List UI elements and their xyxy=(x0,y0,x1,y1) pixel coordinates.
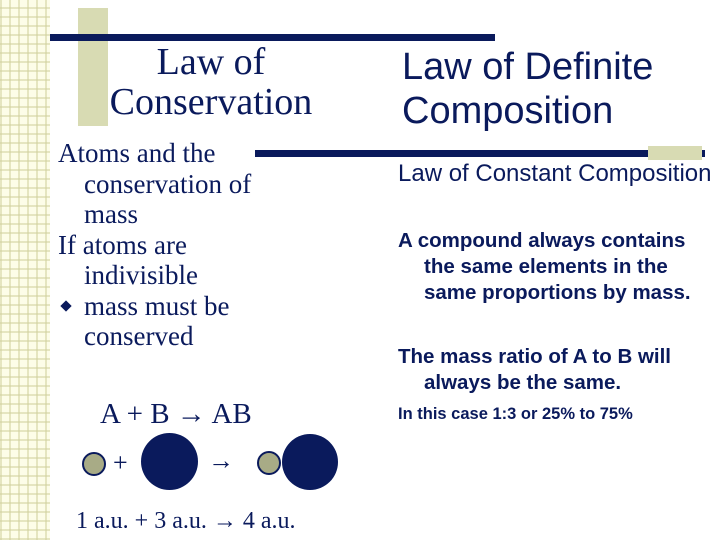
left-bullet xyxy=(58,291,298,352)
plus-sign: + xyxy=(113,448,128,477)
top-rule xyxy=(50,34,495,41)
middle-rule xyxy=(255,150,705,157)
left-title: Law of Conservation xyxy=(109,41,313,123)
arrow-icon: → xyxy=(208,446,234,475)
atom-b-circle xyxy=(141,433,198,490)
left-line-conservation: Atoms and the conservation of mass xyxy=(58,138,252,229)
right-example: In this case 1:3 or 25% to 75% xyxy=(398,405,633,423)
checkered-strip xyxy=(0,0,50,540)
left-line-indivisible: If atoms are indivisible xyxy=(58,229,198,290)
right-heading: Law of Constant Composition xyxy=(398,160,712,187)
left-body xyxy=(58,138,298,352)
right-definition: A compound always contains the same elements in the same proportions by mass. xyxy=(398,229,691,304)
accent-block-right xyxy=(648,146,702,160)
product-atom-b-circle xyxy=(282,434,338,490)
atom-a-circle xyxy=(82,452,106,476)
left-line-mass: mass must be conserved xyxy=(84,290,230,351)
reaction-equation: A + B → AB xyxy=(100,398,252,430)
mass-equation: 1 a.u. + 3 a.u. → 4 a.u. xyxy=(76,508,296,534)
product-atom-a-circle xyxy=(257,451,281,475)
diamond-bullet-icon xyxy=(60,300,71,311)
right-ratio: The mass ratio of A to B will always be the same. xyxy=(398,345,671,394)
right-title: Law of Definite Composition xyxy=(402,46,654,132)
right-body xyxy=(398,160,716,424)
